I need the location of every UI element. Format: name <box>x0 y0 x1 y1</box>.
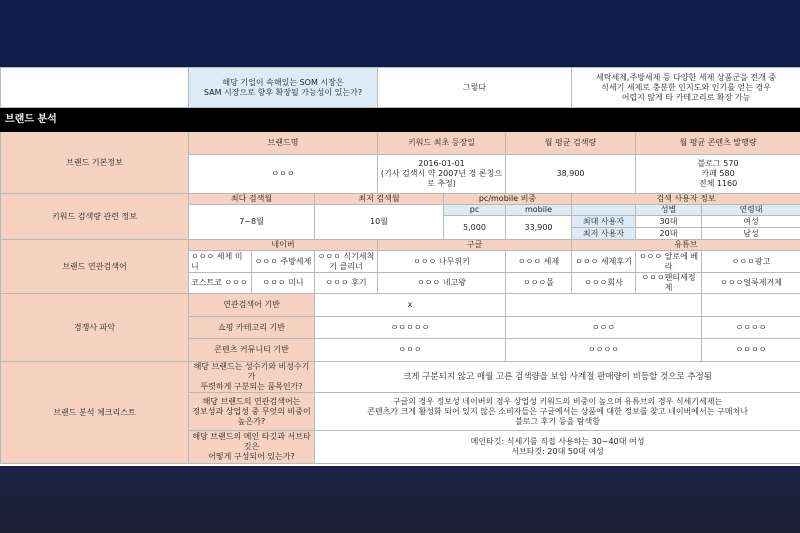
checklist-question: 해당 브랜드의 메인 타깃과 서브타깃은 어떻게 구성되어 있는가? <box>189 431 315 464</box>
first-date-value[interactable]: 2016-01-01 (기사 검색시 약 2007년 경 론칭으 로 추정) <box>378 155 506 194</box>
competitor-basis: 연관검색어 기반 <box>189 294 315 317</box>
checklist-question: 해당 브랜드의 연관검색어는 정보성과 상업성 중 무엇의 비중이 높은가? <box>189 393 315 431</box>
related-cell[interactable]: ㅇㅇㅇ팬티세정제 <box>636 273 702 294</box>
header-min-month: 최저 검색월 <box>315 194 444 205</box>
related-keywords-label: 브랜드 연관검색어 <box>1 240 189 294</box>
header-naver: 네이버 <box>189 240 378 251</box>
header-search-users: 검색 사용자 정보 <box>572 194 800 205</box>
related-cell[interactable]: ㅇㅇㅇ 나무위키 <box>378 251 506 273</box>
max-user-gender[interactable]: 30대 <box>636 216 702 228</box>
competitor-cell[interactable] <box>702 294 800 317</box>
basic-info-label: 브랜드 기본정보 <box>1 132 189 194</box>
related-cell[interactable]: ㅇㅇㅇ 네고왕 <box>378 273 506 294</box>
related-cell[interactable]: ㅇㅇㅇ 후기 <box>315 273 378 294</box>
min-month-value[interactable]: 10월 <box>315 205 444 240</box>
som-answer: 그렇다 <box>378 68 572 108</box>
checklist-label: 브랜드 분석 체크리스트 <box>1 362 189 464</box>
related-cell[interactable]: ㅇㅇㅇ회사 <box>572 273 636 294</box>
related-cell[interactable]: ㅇㅇㅇ 알로에 베라 <box>636 251 702 273</box>
content-volume-value[interactable]: 블로그 570 카페 580 전체 1160 <box>636 155 800 194</box>
checklist-answer[interactable]: 구글의 경우 정보성 네이버의 경우 상업성 키워드의 비중이 높으며 유튜브의 경우 식세기세제는 콘텐츠가 크게 활성화 되어 있지 않은 소비자들은 구글에서는 상품에 대한 정보를 찾고 네이버에서는 구매처나 블로그 후기 등을 탐색함 <box>315 393 800 431</box>
max-month-value[interactable]: 7~8월 <box>189 205 315 240</box>
checklist-question: 해당 브랜드는 성수기와 비성수기가 뚜렷하게 구분되는 품목인가? <box>189 362 315 393</box>
related-cell[interactable]: ㅇㅇㅇ얼룩제거제 <box>702 273 800 294</box>
keyword-info-label: 키워드 검색량 관련 정보 <box>1 194 189 240</box>
brand-analysis-table <box>0 67 800 464</box>
min-user-age[interactable]: 남성 <box>702 228 800 240</box>
brand-name-value[interactable]: ㅇㅇㅇ <box>189 155 378 194</box>
som-question: 해당 기업이 속해있는 SOM 시장은 SAM 시장으로 향후 확장될 가능성이 있는가? <box>189 68 378 108</box>
related-cell[interactable]: 코스트코 ㅇㅇㅇ <box>189 273 252 294</box>
related-cell[interactable]: ㅇㅇㅇ 세제후기 <box>572 251 636 273</box>
header-google: 구글 <box>378 240 572 251</box>
pc-value[interactable]: 5,000 <box>444 216 506 240</box>
competitor-cell[interactable] <box>506 294 702 317</box>
header-content-volume: 월 평균 콘텐츠 발행량 <box>636 132 800 155</box>
competitor-cell[interactable]: ㅇㅇㅇㅇㅇ <box>315 317 506 339</box>
competitor-cell[interactable]: ㅇㅇㅇ <box>506 317 702 339</box>
section-title: 브랜드 분석 <box>1 108 800 132</box>
header-gender: 성별 <box>636 205 702 216</box>
header-youtube: 유튜브 <box>572 240 800 251</box>
related-cell[interactable]: ㅇㅇㅇ몰 <box>506 273 572 294</box>
min-user-label: 최저 사용자 <box>572 228 636 240</box>
related-cell[interactable]: ㅇㅇㅇ 주방세제 <box>252 251 315 273</box>
competitors-label: 경쟁사 파악 <box>1 294 189 362</box>
mobile-value[interactable]: 33,900 <box>506 216 572 240</box>
related-cell[interactable]: ㅇㅇㅇ 식기세척기 클리너 <box>315 251 378 273</box>
max-user-label: 최대 사용자 <box>572 216 636 228</box>
top-dark-band <box>0 0 800 67</box>
header-pc-mobile: pc/mobile 비중 <box>444 194 572 205</box>
competitor-cell[interactable]: ㅇㅇㅇㅇ <box>702 339 800 362</box>
header-pc: pc <box>444 205 506 216</box>
monthly-search-value[interactable]: 38,900 <box>506 155 636 194</box>
min-user-gender[interactable]: 20대 <box>636 228 702 240</box>
header-age: 연령대 <box>702 205 800 216</box>
checklist-answer[interactable]: 메인타깃: 식세기를 직접 사용하는 30~40대 여성 서브타깃: 20대 50대 여성 <box>315 431 800 464</box>
header-monthly-search: 월 평균 검색량 <box>506 132 636 155</box>
header-max-month: 최다 검색월 <box>189 194 315 205</box>
related-cell[interactable]: ㅇㅇㅇ 세제 <box>506 251 572 273</box>
max-user-age[interactable]: 여성 <box>702 216 800 228</box>
competitor-basis: 콘텐츠 커뮤니티 기반 <box>189 339 315 362</box>
header-first-date: 키워드 최초 등장일 <box>378 132 506 155</box>
competitor-basis: 쇼핑 카테고리 기반 <box>189 317 315 339</box>
bottom-dark-band <box>0 466 800 533</box>
competitor-cell[interactable]: ㅇㅇㅇ <box>315 339 506 362</box>
competitor-cell[interactable]: ㅇㅇㅇㅇ <box>702 317 800 339</box>
som-note: 세탁세제,주방세제 등 다양한 세제 상품군을 전개 중 식세기 세제로 충분한 인지도와 인기를 얻는 경우 어렵지 않게 타 카테고리로 확장 가능 <box>572 68 800 108</box>
related-cell[interactable]: ㅇㅇㅇ광고 <box>702 251 800 273</box>
competitor-cell[interactable]: x <box>315 294 506 317</box>
header-brand-name: 브랜드명 <box>189 132 378 155</box>
competitor-cell[interactable]: ㅇㅇㅇㅇ <box>506 339 702 362</box>
checklist-answer[interactable]: 크게 구분되지 않고 매월 고른 검색량을 보임 사계절 판매량이 비등할 것으로 추정됨 <box>315 362 800 393</box>
spreadsheet <box>0 67 800 466</box>
related-cell[interactable]: ㅇㅇㅇ 세제 미니 <box>189 251 252 273</box>
related-cell[interactable]: ㅇㅇㅇ 미니 <box>252 273 315 294</box>
header-mobile: mobile <box>506 205 572 216</box>
